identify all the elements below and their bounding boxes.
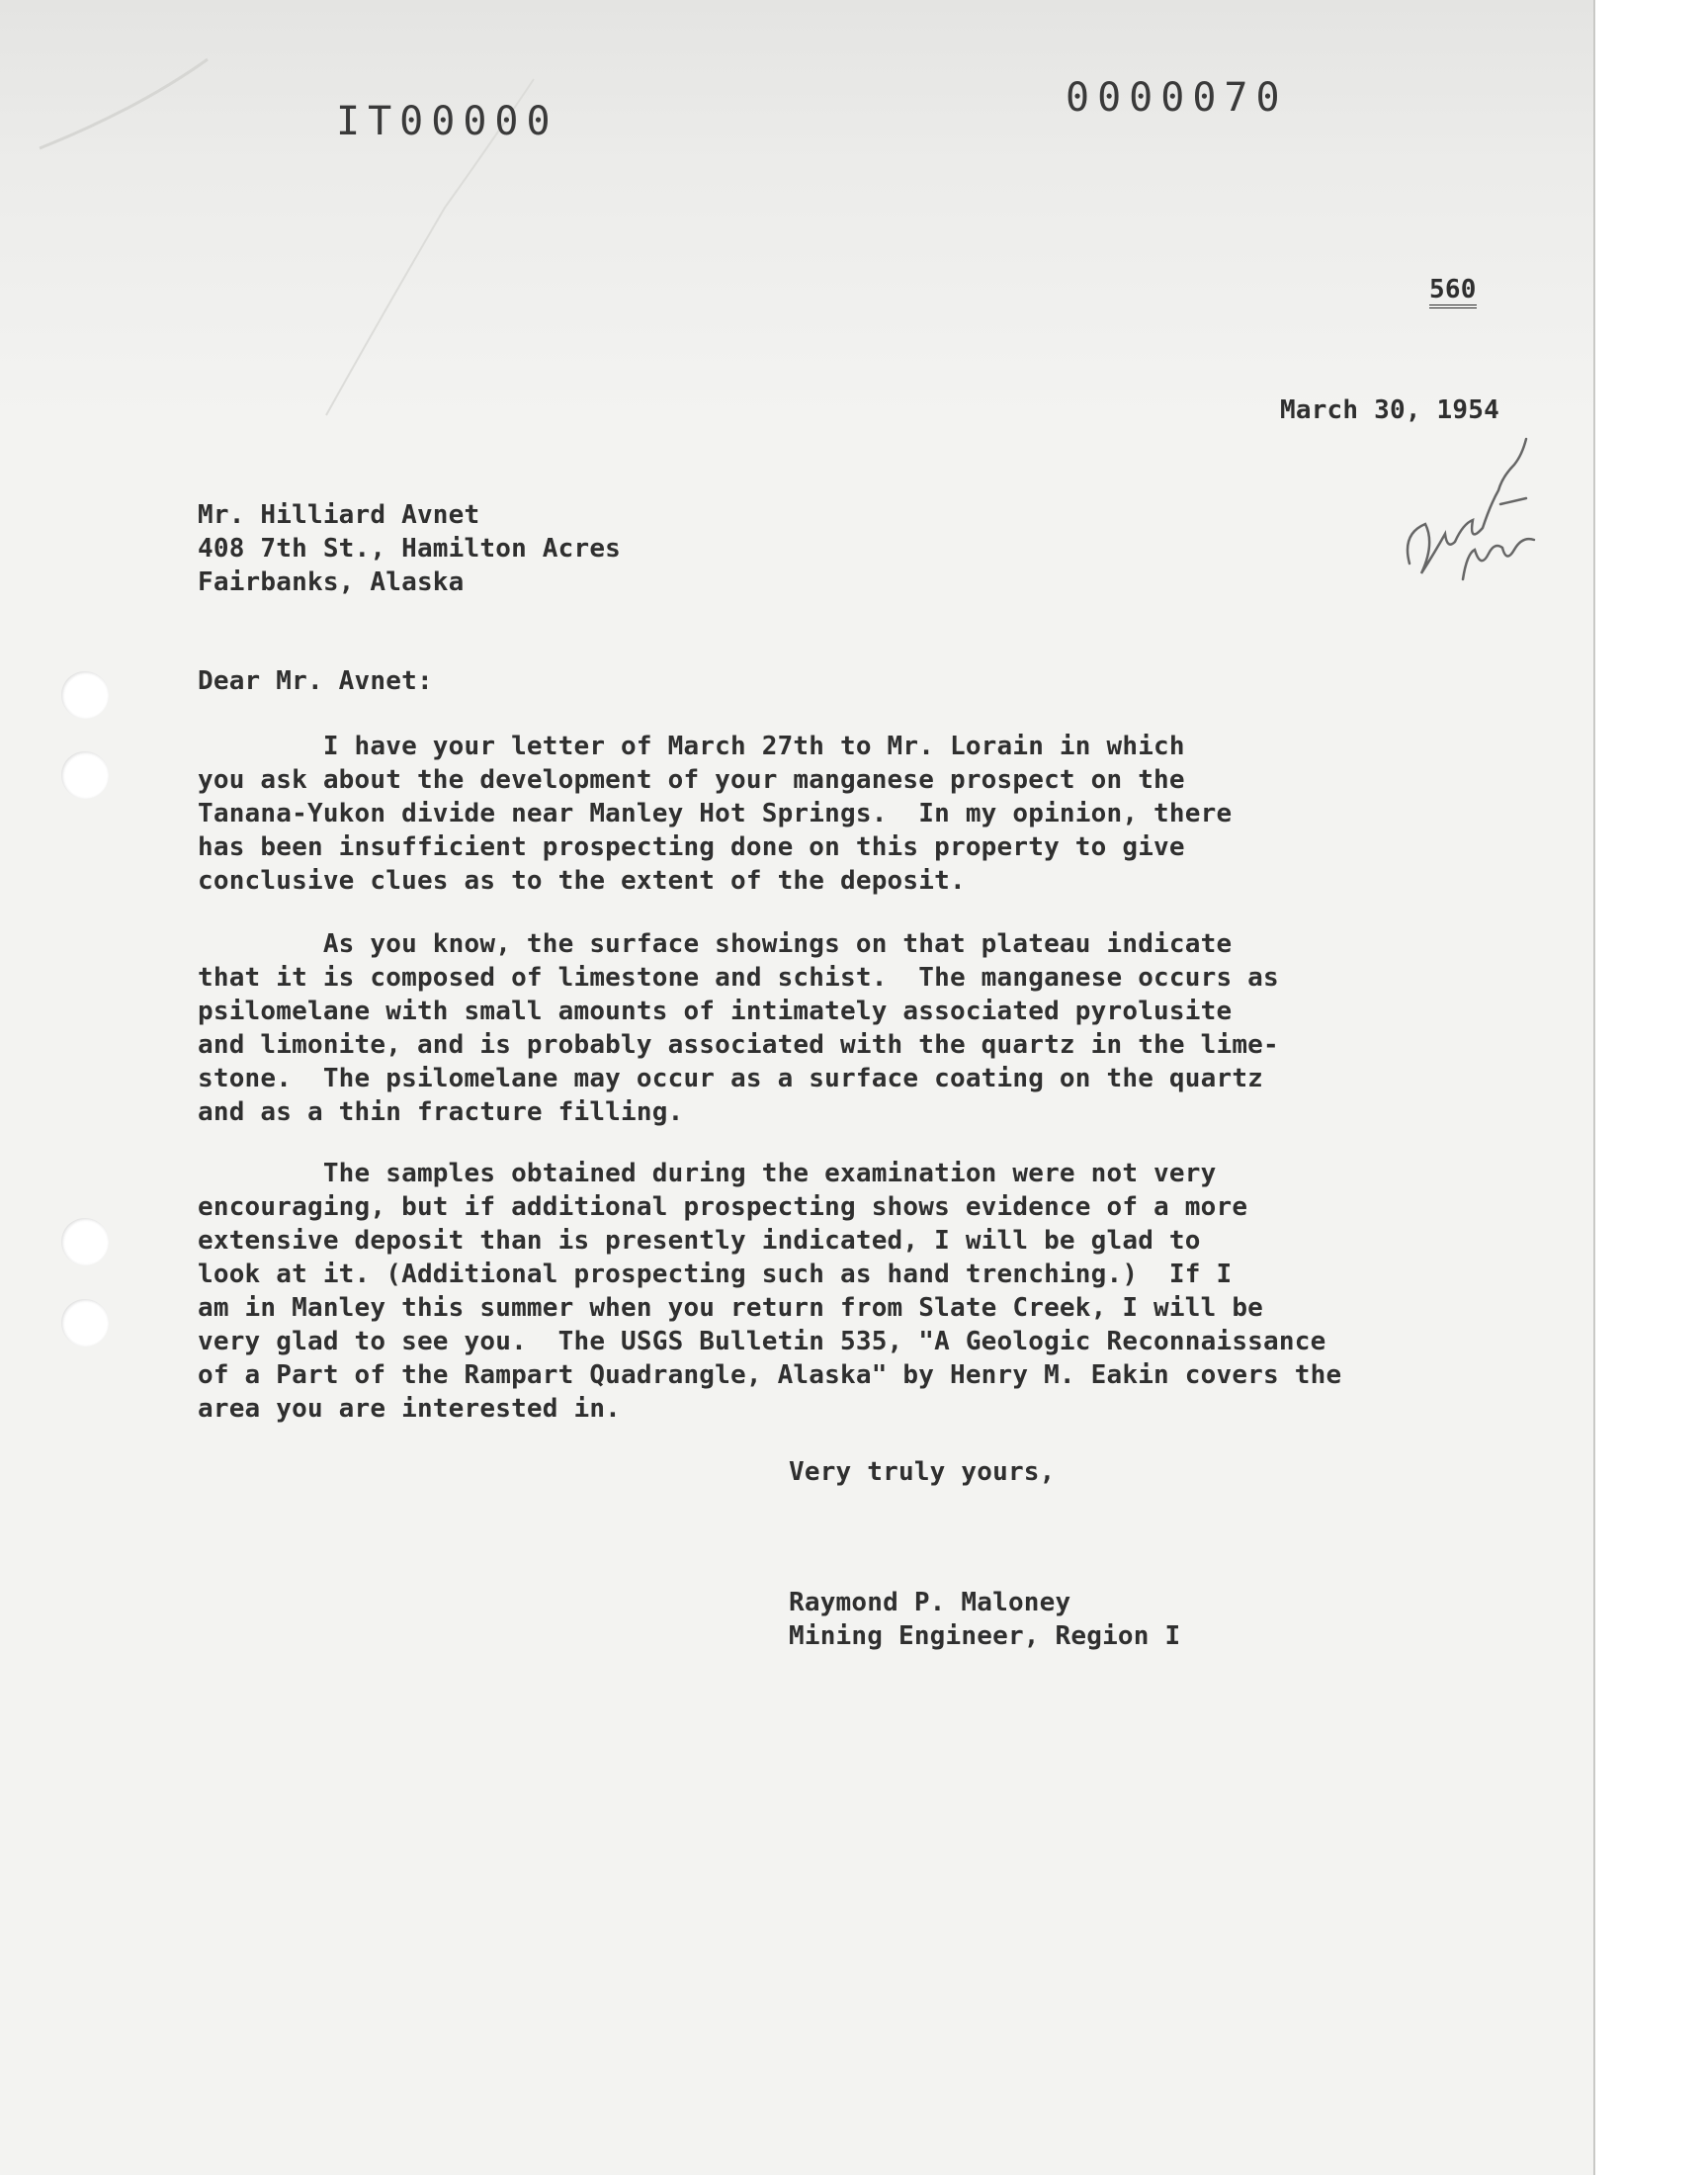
binder-hole (61, 1218, 109, 1265)
binder-hole (61, 671, 109, 719)
scan-margin (1593, 0, 1708, 2175)
body-paragraph-1: I have your letter of March 27th to Mr. Lorain in which you ask about the development of your manganese prospect on the Tanana-Yukon divide near Manley Hot Springs. In my opinion, there has been insufficient prospecting done on this property to give conclusive clues as to the extent of the deposit. (198, 732, 1233, 896)
page-number: 560 (1429, 275, 1477, 308)
handwritten-initials-text: Avnet Mm (1396, 425, 1401, 426)
binder-hole (61, 751, 109, 799)
recipient-name: Mr. Hilliard Avnet (198, 500, 480, 530)
signature-title: Mining Engineer, Region I (789, 1621, 1181, 1651)
letter-date: March 30, 1954 (1280, 395, 1499, 425)
body-paragraph-3: The samples obtained during the examination were not very encouraging, but if additional prospecting shows evidence of a more extensive deposit than is presently indicated, I will be glad to look at it. (Additional prospecting such as hand trenching.) If I am in Manley this summer when you return from Slate Creek, I will be very glad to see you. The USGS Bulletin 535, "A Geologic Reconnaissance of a Part of the Rampart Quadrangle, Alaska" by Henry M. Eakin covers the area you are interested in. (198, 1159, 1342, 1424)
signature-name: Raymond P. Maloney (789, 1588, 1071, 1617)
document-stamp-right: 0000070 (1066, 75, 1288, 121)
binder-hole (61, 1299, 109, 1347)
recipient-street: 408 7th St., Hamilton Acres (198, 534, 622, 564)
body-paragraph-2: As you know, the surface showings on that plateau indicate that it is composed of limestone and schist. The manganese occurs as psilomelane with small amounts of intimately associated pyrolusite and limonite, and is probably associated with the quartz in the lime- stone. The psilomelane may occur as a surface coating on the quartz and as a thin fracture filling. (198, 929, 1279, 1127)
document-stamp-left: IT00000 (336, 99, 558, 144)
salutation: Dear Mr. Avnet: (198, 666, 433, 696)
recipient-city: Fairbanks, Alaska (198, 567, 465, 597)
handwritten-initials (1396, 425, 1544, 593)
closing: Very truly yours, (789, 1457, 1056, 1487)
